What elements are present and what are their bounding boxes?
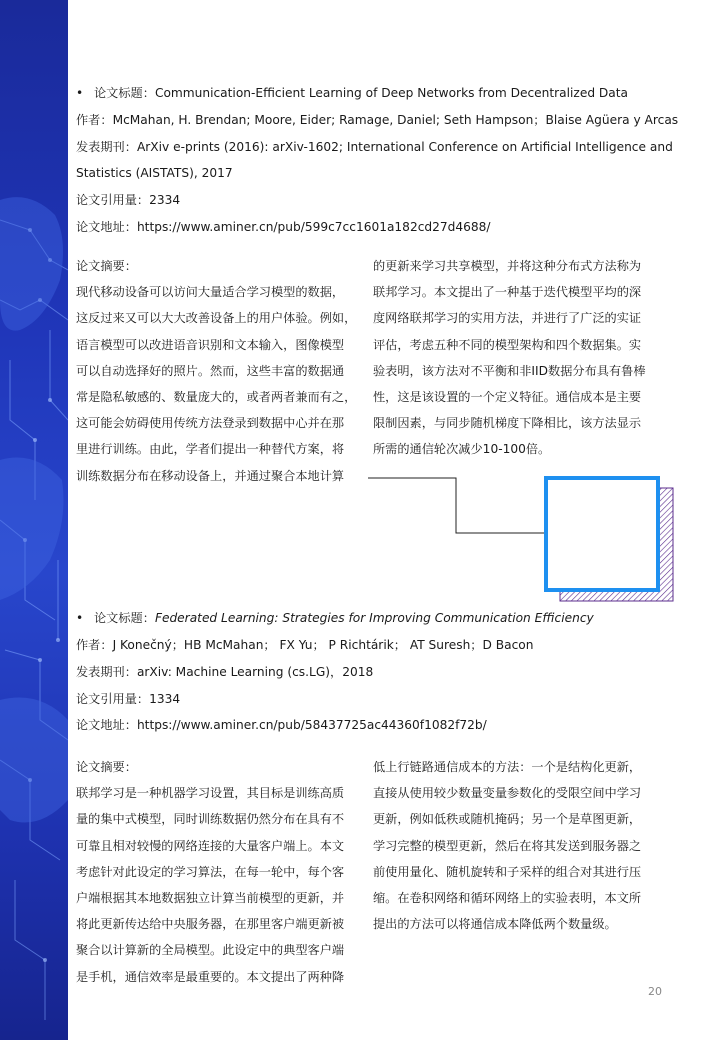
blue-square-frame	[546, 478, 658, 590]
abstract-line: 语言模型可以改进语音识别和文本输入，图像模型	[76, 337, 345, 352]
paper2-url-link[interactable]: https://www.aminer.cn/pub/58437725ac44360f1082f72b/	[136, 718, 487, 732]
bullet-icon: •	[76, 611, 84, 625]
abstract-line: 所需的通信轮次减少10-100倍。	[373, 442, 551, 457]
paper2-abstract-label: 论文摘要：	[76, 760, 137, 774]
abstract-line: 将此更新传达给中央服务器，在那里客户端更新被	[76, 917, 345, 932]
abstract-line: 是手机，通信效率是最重要的。本文提出了两种降	[76, 969, 345, 984]
abstract-line: 常是隐私敏感的、数量庞大的，或者两者兼而有之，	[76, 390, 357, 405]
abstract-line: 可靠且相对较慢的网络连接的大量客户端上。本文	[76, 838, 345, 853]
abstract-line: 学习完整的模型更新，然后在将其发送到服务器之	[373, 838, 642, 853]
paper2-authors-label: 作者：	[76, 638, 113, 652]
abstract-line: 评估，考虑五种不同的模型架构和四个数据集。实	[373, 337, 642, 352]
paper2-authors: J Konečný；HB McMahan； FX Yu； P Richtárik； AT Suresh；D Bacon	[112, 638, 534, 652]
paper2-citations-label: 论文引用量：	[76, 692, 150, 706]
paper1-title-line	[76, 84, 628, 102]
abstract-line: 更新，例如低秩或随机掩码；另一个是草图更新，	[373, 812, 642, 827]
paper1-abstract-left	[76, 253, 356, 489]
paper2-venue: arXiv: Machine Learning (cs.LG)，2018	[136, 665, 374, 679]
paper1-citations: 2334	[149, 193, 181, 207]
paper1-url-link[interactable]: https://www.aminer.cn/pub/599c7cc1601a182cd27d4688/	[136, 220, 491, 234]
paper2-abstract-left	[76, 754, 344, 990]
paper1-citations-label: 论文引用量：	[76, 193, 150, 207]
paper1-url-label: 论文地址：	[76, 220, 137, 234]
abstract-line: 缩。在卷积网络和循环网络上的实验表明，本文所	[373, 891, 642, 906]
abstract-line: 考虑针对此设定的学习算法，在每一轮中，每个客	[76, 864, 345, 879]
abstract-line: 现代移动设备可以访问大量适合学习模型的数据，	[76, 285, 345, 300]
paper2-venue-line	[76, 663, 373, 681]
abstract-line: 的更新来学习共享模型，并将这种分布式方法称为	[373, 259, 642, 273]
abstract-line: 度网络联邦学习的实用方法，并进行了广泛的实证	[373, 311, 642, 326]
paper1-title: Communication-Efficient Learning of Deep Networks from Decentralized Data	[154, 86, 629, 100]
connector-line	[368, 478, 546, 533]
abstract-line: 联邦学习。本文提出了一种基于迭代模型平均的深	[373, 285, 642, 300]
abstract-line: 联邦学习是一种机器学习设置，其目标是训练高质	[76, 786, 345, 801]
paper2-title: Federated Learning: Strategies for Improving Communication Efficiency	[154, 611, 594, 625]
abstract-line: 聚合以计算新的全局模型。此设定中的典型客户端	[76, 943, 345, 958]
paper1-citations-line	[76, 191, 180, 209]
paper1-title-label: 论文标题：	[94, 86, 155, 100]
paper2-venue-label: 发表期刊：	[76, 665, 137, 679]
abstract-line: 可以自动选择好的照片。然而，这些丰富的数据通	[76, 363, 345, 378]
paper1-venue-line2: Statistics (AISTATS), 2017	[76, 166, 233, 180]
paper2-url-label: 论文地址：	[76, 718, 137, 732]
paper1-authors-label: 作者：	[76, 113, 113, 127]
abstract-line: 户端根据其本地数据独立计算当前模型的更新，并	[76, 891, 345, 906]
abstract-line: 提出的方法可以将通信成本降低两个数量级。	[373, 917, 617, 932]
paper2-title-line	[76, 609, 594, 627]
abstract-line: 直接从使用较少数量变量参数化的受限空间中学习	[373, 786, 642, 801]
paper1-authors: McMahan, H. Brendan; Moore, Eider; Ramage, Daniel; Seth Hampson；Blaise Agüera y Arcas	[112, 113, 679, 127]
bullet-icon: •	[76, 86, 84, 100]
abstract-line: 这可能会妨碍使用传统方法登录到数据中心并在那	[76, 416, 345, 431]
decorative-frame-graphic	[368, 470, 678, 610]
paper2-title-label: 论文标题：	[94, 611, 155, 625]
paper2-citations-line	[76, 690, 180, 708]
circuit-map-pattern	[0, 0, 68, 1040]
paper2-url-line	[76, 716, 487, 734]
paper1-url-line	[76, 218, 491, 236]
paper2-citations: 1334	[149, 692, 181, 706]
abstract-line: 性，这是该设置的一个定义特征。通信成本是主要	[373, 390, 642, 405]
page-number: 20	[648, 985, 662, 998]
paper2-authors-line	[76, 636, 533, 654]
paper2-abstract-right	[373, 754, 641, 937]
abstract-line: 量的集中式模型，同时训练数据仍然分布在具有不	[76, 812, 345, 827]
abstract-line: 验表明，该方法对不平衡和非IID数据分布具有鲁棒	[373, 363, 646, 378]
abstract-line: 里进行训练。由此，学者们提出一种替代方案，将	[76, 442, 345, 457]
abstract-line: 训练数据分布在移动设备上，并通过聚合本地计算	[76, 468, 345, 483]
paper1-abstract-right	[373, 253, 646, 463]
abstract-line: 这反过来又可以大大改善设备上的用户体验。例如，	[76, 311, 357, 326]
paper1-venue-line1: ArXiv e-prints (2016): arXiv-1602; International Conference on Artificial Intelligence and	[136, 140, 673, 154]
paper1-abstract-label: 论文摘要：	[76, 259, 137, 273]
abstract-line: 低上行链路通信成本的方法：一个是结构化更新，	[373, 760, 642, 774]
abstract-line: 前使用量化、随机旋转和子采样的组合对其进行压	[373, 864, 642, 879]
paper1-venue-label: 发表期刊：	[76, 140, 137, 154]
paper1-authors-line	[76, 111, 678, 129]
paper1-venue-line	[76, 138, 673, 156]
left-decorative-strip	[0, 0, 68, 1040]
abstract-line: 限制因素，与同步随机梯度下降相比，该方法显示	[373, 416, 642, 431]
